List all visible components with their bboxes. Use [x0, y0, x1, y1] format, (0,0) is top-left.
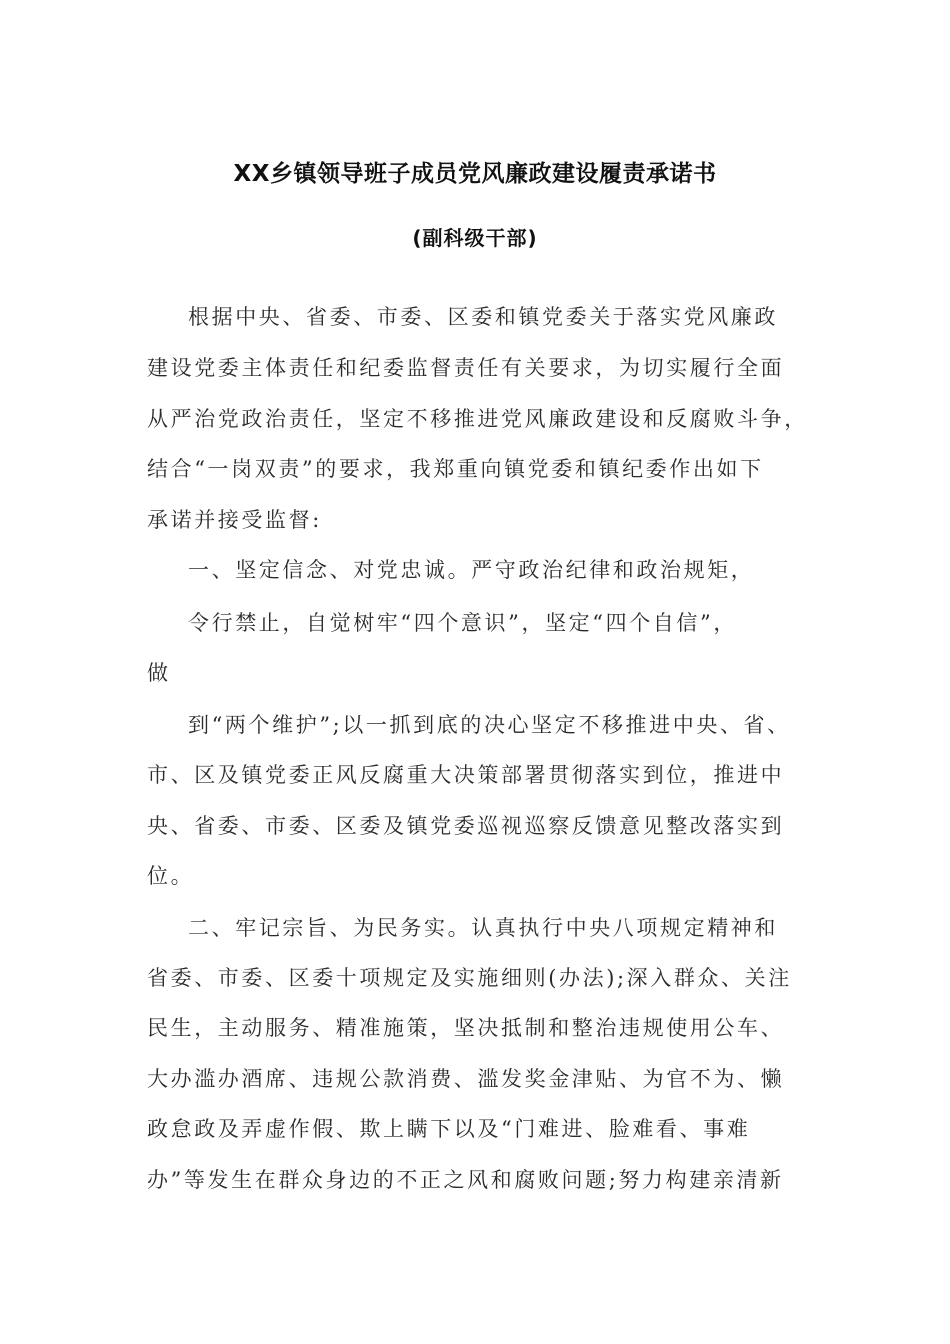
paragraph-line: 承诺并接受监督:: [147, 508, 322, 532]
paragraph-line: 位。: [147, 864, 195, 888]
paragraph-line: 省委、市委、区委十项规定及实施细则(办法);深入群众、关注: [147, 966, 792, 990]
document-subtitle: (副科级干部): [412, 226, 538, 250]
paragraph-line: 二、牢记宗旨、为民务实。认真执行中央八项规定精神和: [188, 916, 778, 940]
document-title: XX乡镇领导班子成员党风廉政建设履责承诺书: [233, 161, 717, 187]
paragraph-line: 从严治党政治责任，坚定不移推进党风廉政建设和反腐败斗争，: [147, 407, 808, 431]
paragraph-line: 央、省委、市委、区委及镇党委巡视巡察反馈意见整改落实到: [147, 814, 785, 838]
paragraph-line: 令行禁止，自觉树牢“四个意识”，坚定“四个自信”，: [188, 611, 737, 635]
paragraph-line: 根据中央、省委、市委、区委和镇党委关于落实党风廉政: [188, 305, 778, 329]
paragraph-line: 办”等发生在群众身边的不正之风和腐败问题;努力构建亲清新: [147, 1168, 784, 1192]
paragraph-line: 一、坚定信念、对党忠诚。严守政治纪律和政治规矩，: [188, 558, 755, 582]
paragraph-line: 到“两个维护”;以一抓到底的决心坚定不移推进中央、省、: [188, 713, 791, 737]
paragraph-line: 做: [147, 661, 171, 685]
paragraph-line: 政怠政及弄虚作假、欺上瞒下以及“门难进、脸难看、事难: [147, 1117, 751, 1141]
paragraph-line: 民生，主动服务、精准施策，坚决抵制和整治违规使用公车、: [147, 1016, 785, 1040]
paragraph-line: 建设党委主体责任和纪委监督责任有关要求，为切实履行全面: [147, 356, 785, 380]
paragraph-line: 市、区及镇党委正风反腐重大决策部署贯彻落实到位，推进中: [147, 763, 785, 787]
paragraph-line: 大办滥办酒席、违规公款消费、滥发奖金津贴、为官不为、懒: [147, 1067, 785, 1091]
paragraph-line: 结合“一岗双责”的要求，我郑重向镇党委和镇纪委作出如下: [147, 457, 764, 481]
